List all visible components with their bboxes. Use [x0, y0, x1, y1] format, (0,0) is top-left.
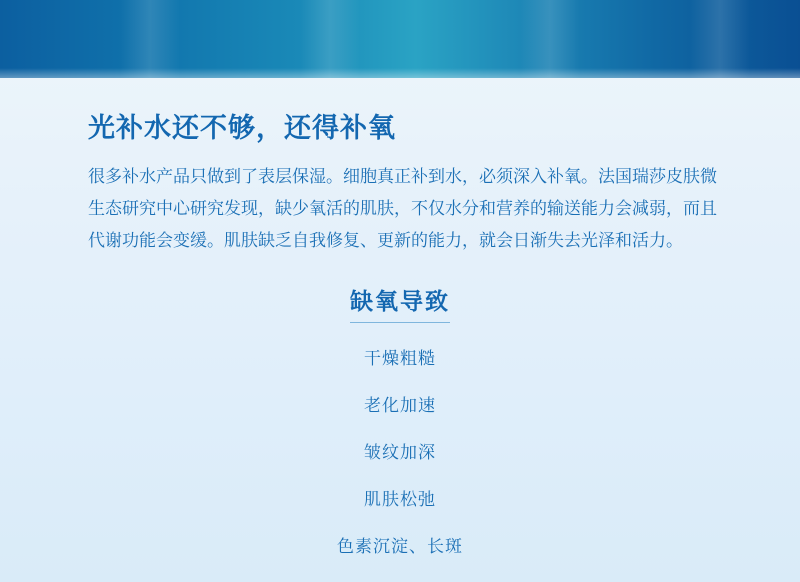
- list-item: 色素沉淀、长斑: [337, 537, 463, 556]
- list-item: 老化加速: [364, 396, 436, 415]
- article-content: [0, 78, 800, 570]
- banner-streak: [120, 0, 180, 78]
- banner-streak: [690, 0, 750, 78]
- effects-list: [0, 335, 800, 570]
- top-banner: [0, 0, 800, 78]
- banner-streak: [520, 0, 580, 78]
- page-title: 光补水还不够，还得补氧: [88, 113, 396, 143]
- section-subtitle: 缺氧导致: [350, 283, 450, 323]
- banner-streak: [300, 0, 360, 78]
- list-item: 干燥粗糙: [364, 349, 436, 368]
- body-paragraph: 很多补水产品只做到了表层保湿。细胞真正补到水，必须深入补氧。法国瑞莎皮肤微生态研究中心研究发现，缺少氧活的肌肤，不仅水分和营养的输送能力会减弱，而且代谢功能会变缓。肌肤缺乏自我修复、更新的能力，就会日渐失去光泽和活力。: [88, 167, 717, 250]
- list-item: 皱纹加深: [364, 443, 436, 462]
- subheading-container: [0, 283, 800, 323]
- list-item: 肌肤松弛: [364, 490, 436, 509]
